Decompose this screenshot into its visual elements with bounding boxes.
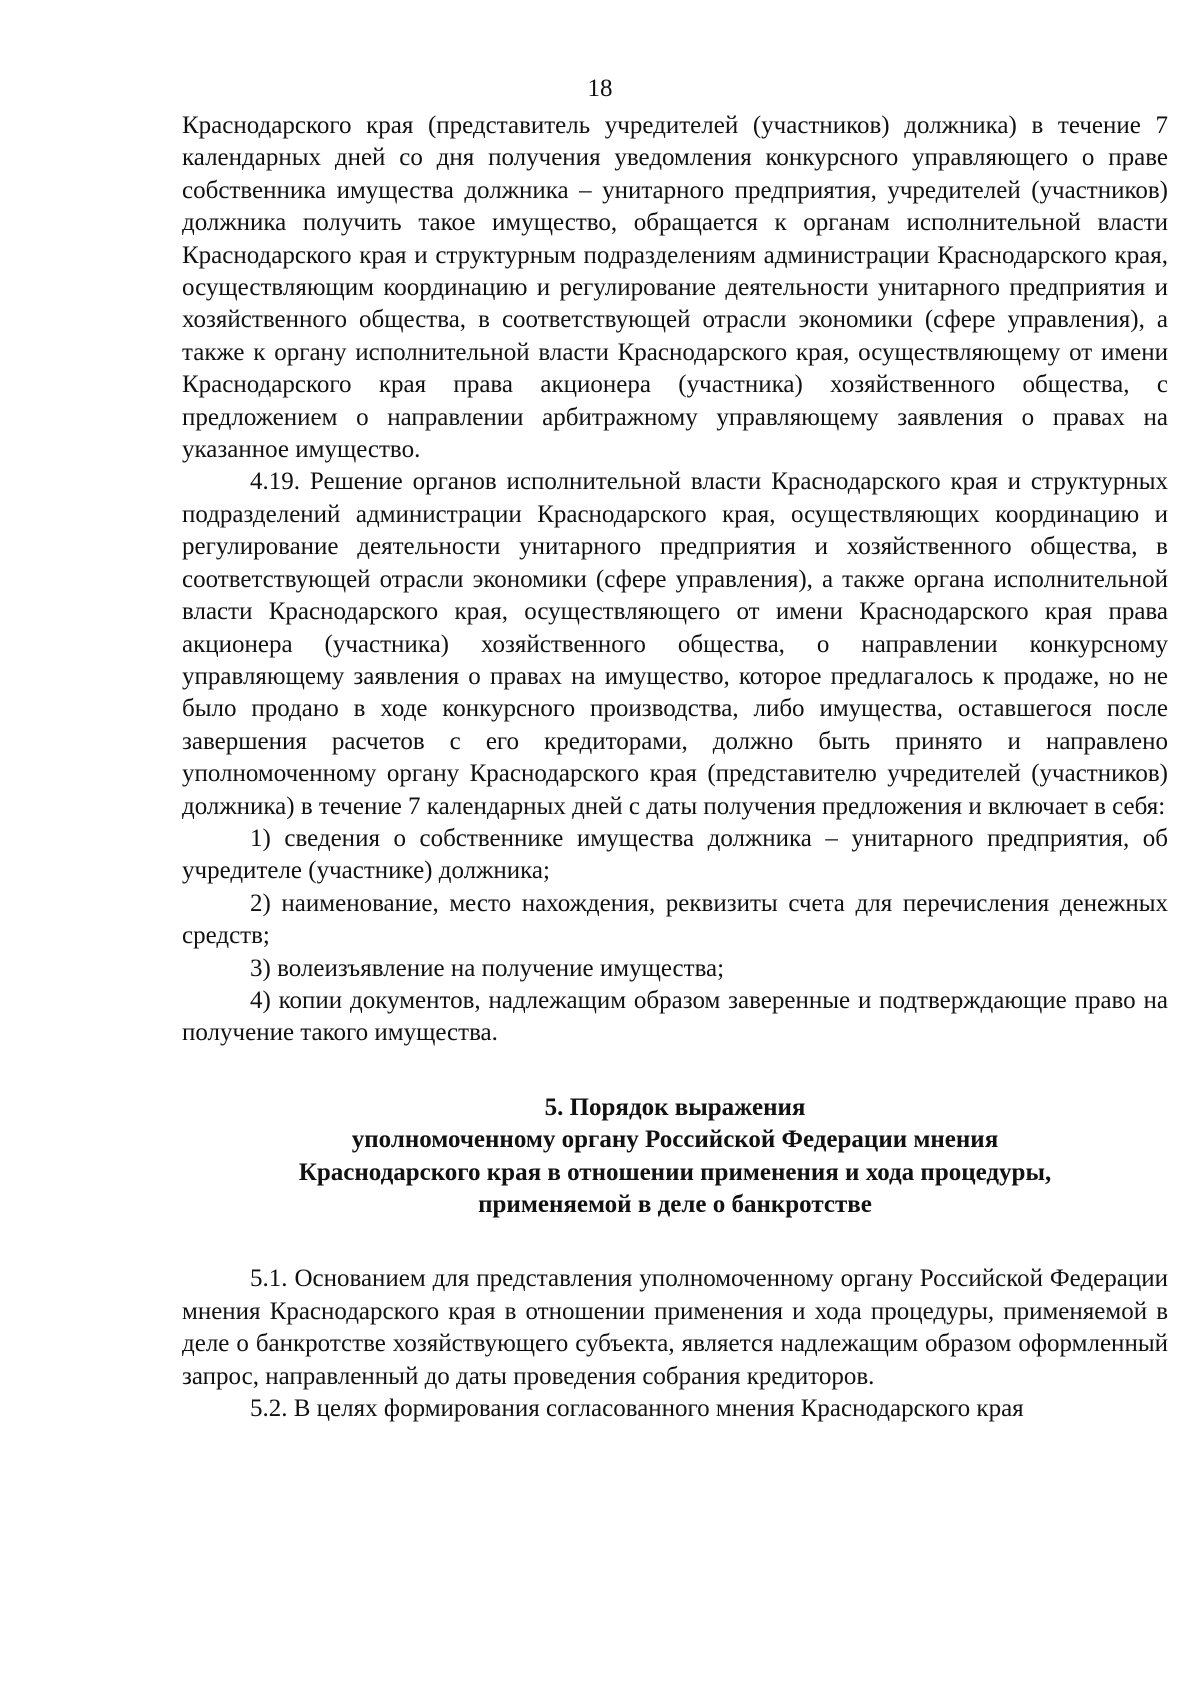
paragraph-5-2: 5.2. В целях формирования согласованного мнения Краснодарского края bbox=[250, 1395, 1024, 1423]
list-item-4: 4) копии документов, надлежащим образом заверенные и подтверждающие право на получение такого имущества. bbox=[182, 986, 1168, 1047]
section-heading-line: Краснодарского края в отношении применения и хода процедуры, bbox=[298, 1158, 1052, 1186]
section-heading-line: 5. Порядок выражения bbox=[544, 1093, 806, 1121]
paragraph-5-1: 5.1. Основанием для представления уполномоченному органу Российской Федерации мнения Краснодарского края в отношении применения и хода процедуры, применяемой в деле о банкротстве хозяйствующего субъекта, является надлежащим образом оформленный запрос, направленный до даты проведения собрания кредиторов. bbox=[182, 1265, 1168, 1390]
section-heading-line: применяемой в деле о банкротстве bbox=[478, 1191, 872, 1218]
section-heading-line: уполномоченному органу Российской Федерации мнения bbox=[351, 1126, 999, 1154]
paragraph: Краснодарского края (представитель учредителей (участников) должника) в течение 7 календарных дней со дня получения уведомления конкурсного управляющего о праве собственника имущества должника – унитарного предприятия, учредителей (участников) должника получить такое имущество, обращается к органам исполнительной власти Краснодарского края и структурным подразделениям администрации Краснодарского края, осуществляющим координацию и регулирование деятельности унитарного предприятия и хозяйственного общества, в соответствующей отрасли экономики (сфере управления), а также к органу исполнительной власти Краснодарского края, осуществляющему от имени Краснодарского края права акционера (участника) хозяйственного общества, с предложением о направлении арбитражному управляющему заявления о правах на указанное имущество. bbox=[182, 112, 1168, 464]
paragraph-4-19: 4.19. Решение органов исполнительной власти Краснодарского края и структурных подразделений администрации Краснодарского края, осуществляющих координацию и регулирование деятельности унитарного предприятия и хозяйственного общества, в соответствующей отрасли экономики (сфере управления), а также органа исполнительной власти Краснодарского края, осуществляющего от имени Краснодарского края права акционера (участника) хозяйственного общества, о направлении конкурсному управляющему заявления о правах на имущество, которое предлагалось к продаже, но не было продано в ходе конкурсного производства, либо имущества, оставшегося после завершения расчетов с его кредиторами, должно быть принято и направлено уполномоченному органу Краснодарского края (представителю учредителей (участников) должника) в течение 7 календарных дней с даты получения предложения и включает в себя: bbox=[182, 468, 1168, 820]
list-item-1: 1) сведения о собственнике имущества должника – унитарного предприятия, об учредителе (участнике) должника; bbox=[182, 824, 1168, 885]
list-item-3: 3) волеизъявление на получение имущества; bbox=[250, 954, 725, 982]
list-item-2: 2) наименование, место нахождения, реквизиты счета для перечисления денежных средств; bbox=[182, 889, 1168, 950]
section-heading bbox=[182, 1092, 1168, 1222]
document-body bbox=[182, 110, 1168, 1425]
page-number: 18 bbox=[587, 75, 613, 102]
